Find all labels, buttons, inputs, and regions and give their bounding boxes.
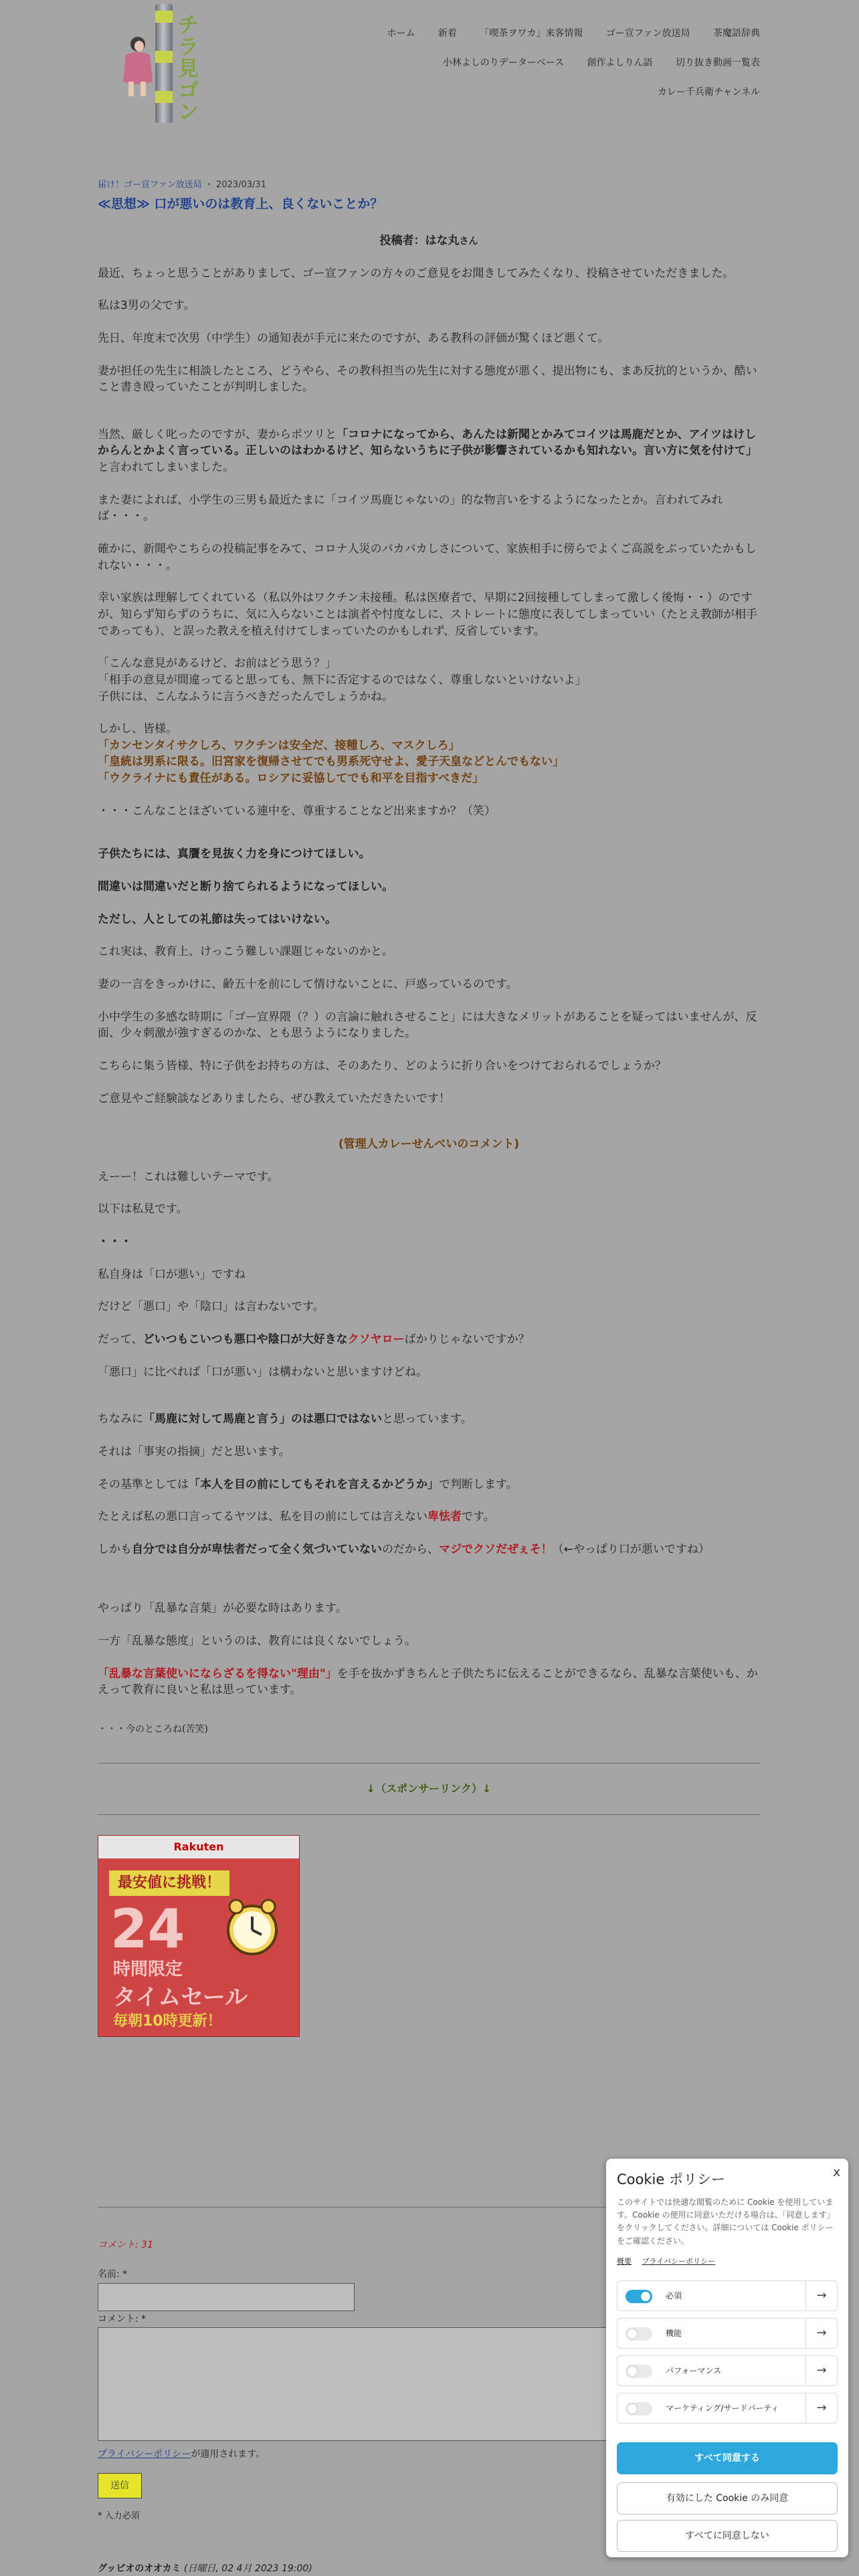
text-span: と言われてしまいました。 xyxy=(98,461,234,475)
wish-line: 間違いは間違いだと断り捨てられるようになってほしい。 xyxy=(98,880,393,894)
accept-selected-button[interactable]: 有効にした Cookie のみ同意 xyxy=(617,2482,838,2514)
arrow-right-icon[interactable]: → xyxy=(805,2281,837,2311)
quoted-claim: 「カンセンタイサクしろ、ワクチンは安全だ、接種しろ、マスクしろ」 xyxy=(98,738,460,752)
admin-paragraph: えーー！これは難しいテーマです。 xyxy=(98,1170,279,1184)
paragraph: ・・・こんなことほざいている連中を、尊重することなど出来ますか？（笑） xyxy=(98,804,496,818)
sponsor-label: ↓（スポンサーリンク）↓ xyxy=(366,1782,492,1796)
text-span: です。 xyxy=(462,1510,495,1524)
admin-paragraph xyxy=(98,1411,760,1428)
text-span: たとえば私の悪口言ってるヤツは、私を目の前にしては言えない xyxy=(98,1510,427,1524)
cookie-category-required[interactable] xyxy=(617,2280,838,2311)
paragraph: 最近、ちょっと思うことがありまして、ゴー宣ファンの方々のご意見をお聞きしてみたくなり、投稿させていただきました。 xyxy=(98,266,735,280)
ad-header xyxy=(98,1836,299,1858)
admin-dots: ・・・ xyxy=(98,1235,132,1249)
paragraph: これ実は、教育上、けっこう難しい課題じゃないのかと。 xyxy=(98,945,393,959)
admin-paragraph: やっぱり「乱暴な言葉」が必要な時はあります。 xyxy=(98,1602,347,1616)
divider xyxy=(98,1814,760,1815)
post-category-link[interactable]: 届け！ゴー宣ファン放送局 xyxy=(98,180,202,190)
toggle-switch[interactable] xyxy=(626,2365,652,2378)
text-span: その基準としては xyxy=(98,1477,189,1491)
paragraph: 妻の一言をきっかけに、齢五十を前にして情けないことに、戸惑っているのです。 xyxy=(98,977,518,991)
category-label: 必須 xyxy=(666,2291,682,2300)
toggle-switch[interactable] xyxy=(626,2402,652,2416)
logo-pole-graphic xyxy=(155,4,173,123)
site-logo[interactable] xyxy=(111,4,211,124)
admin-paragraph: それは「事実の指摘」だと思います。 xyxy=(98,1444,290,1459)
toggle-knob xyxy=(641,2292,650,2301)
nav-row-1 xyxy=(278,27,760,56)
text-span: と思っています。 xyxy=(382,1412,472,1426)
cookie-description: このサイトでは快適な閲覧のために Cookie を使用しています。Cookie の使用に同意いただける場合は、「同意します」をクリックしてください。詳細については Cookie ポリシーをご確認ください。 xyxy=(617,2197,835,2246)
quote-line: 子供には、こんなふうに言うべきだったんでしょうかね。 xyxy=(98,689,393,704)
cookie-privacy-link[interactable]: プライバシーポリシー xyxy=(642,2257,715,2266)
text-span: （←やっぱり口が悪いですね） xyxy=(552,1542,710,1556)
admin-paragraph xyxy=(98,1666,760,1699)
privacy-policy-link[interactable]: プライバシーポリシー xyxy=(98,2448,191,2460)
admin-closing: ・・・今のところね(苦笑) xyxy=(98,1724,208,1735)
policy-text: が適用されます。 xyxy=(191,2448,266,2460)
post-title: ≪思想≫ 口が悪いのは教育上、良くないことか？ xyxy=(98,197,383,211)
ad-hours: 24 xyxy=(110,1897,185,1960)
logo-character-icon xyxy=(118,35,157,99)
author-label: 投稿者：はな丸 xyxy=(379,234,460,247)
meta-separator: ・ xyxy=(204,180,213,190)
author-suffix: さん xyxy=(459,236,478,247)
cookie-links xyxy=(617,2256,723,2267)
admin-comment-heading: (管理人カレーせんべいのコメント) xyxy=(338,1138,520,1152)
category-label: パフォーマンス xyxy=(666,2366,722,2375)
paragraph: 小中学生の多感な時期に「ゴー宣界隈（？）の言論に触れさせること」には大きなメリットがあることを疑ってはいませんが、反面、少々刺激が強すぎるのかな、とも思うようになりました。 xyxy=(98,1010,757,1041)
nav-words[interactable]: 創作よしりん語 xyxy=(587,58,653,68)
toggle-knob xyxy=(628,2404,637,2413)
quote-line: 「こんな意見があるけど、お前はどう思う？」 xyxy=(98,657,337,671)
text-span: 当然、厳しく叱ったのですが、妻からポツリと xyxy=(98,427,337,441)
nav-new[interactable]: 新着 xyxy=(438,28,457,39)
text-span: だって、 xyxy=(98,1332,143,1346)
bold-span: 「コロナになってから、あんたは新聞とかみてコイツは馬鹿だとか、アイツはけしからんとかよく言っている。正しいのはわかるけど、知らないうちに子供が影響されているかも知れない。言い方に気を付けて」 xyxy=(98,427,757,458)
cookie-category-performance[interactable] xyxy=(617,2355,838,2386)
arrow-right-icon[interactable]: → xyxy=(805,2319,837,2348)
logo-text: チラ見ゴン xyxy=(178,13,198,125)
toggle-knob xyxy=(628,2329,637,2339)
quoted-claim: 「皇統は男系に限る。旧宮家を復帰させてでも男系死守せよ、愛子天皇などとんでもない」 xyxy=(98,755,564,769)
admin-paragraph xyxy=(98,1477,760,1493)
red-span: マジでクソだぜぇそ！ xyxy=(439,1542,553,1556)
toggle-switch[interactable] xyxy=(626,2327,652,2341)
cookie-title: Cookie ポリシー xyxy=(617,2171,725,2187)
nav-dictionary[interactable]: 茶魔語辞典 xyxy=(713,28,760,39)
accept-all-button[interactable]: すべて同意する xyxy=(617,2442,838,2474)
submit-button[interactable]: 送信 xyxy=(98,2473,142,2498)
clock-icon xyxy=(219,1893,286,1960)
category-label: 機能 xyxy=(666,2329,682,2338)
cookie-panel xyxy=(606,2159,848,2557)
comment-label: コメント: * xyxy=(98,2313,147,2325)
wish-line: 子供たちには、真贋を見抜く力を身につけてほしい。 xyxy=(98,847,371,861)
close-icon[interactable]: x xyxy=(833,2165,840,2179)
paragraph: 確かに、新聞やこちらの投稿記事をみて、コロナ人災のバカバカしさについて、家族相手に傍らでよくご高説をぶっていたかもしれない・・・。 xyxy=(98,542,757,572)
red-span: 「乱暴な言葉使いにならざるを得ない"理由"」 xyxy=(98,1667,337,1681)
cookie-category-marketing[interactable] xyxy=(617,2393,838,2424)
ad-line-2: 時間限定 xyxy=(113,1959,183,1979)
text-span: しかも xyxy=(98,1542,132,1556)
comment-count: コメント: 31 xyxy=(98,2240,153,2250)
admin-paragraph xyxy=(98,1541,760,1558)
brown-quotes xyxy=(98,721,760,787)
required-note: * 入力必須 xyxy=(98,2511,140,2522)
ad-line-4: 毎朝10時更新！ xyxy=(113,2012,222,2030)
article-body xyxy=(98,233,760,2037)
text-span: を手を抜かずきちんと子供たちに伝えることができるなら、乱暴な言葉使いも、かえって教育に良いと私は思っています。 xyxy=(98,1667,758,1697)
cookie-category-functional[interactable] xyxy=(617,2318,838,2349)
nav-channel[interactable]: カレー千兵衛チャンネル xyxy=(657,87,760,98)
nav-database[interactable]: 小林よしのりデーターベース xyxy=(442,58,565,68)
bold-span: 「馬鹿に対して馬鹿と言う」のは悪口ではない xyxy=(143,1412,382,1426)
admin-paragraph: だけど「悪口」や「陰口」は言わないです。 xyxy=(98,1300,324,1314)
admin-paragraph: 私自身は「口が悪い」ですね xyxy=(98,1267,246,1281)
ad-badge: 最安値に挑戦！ xyxy=(109,1870,229,1896)
admin-paragraph: 「悪口」に比べれば「口が悪い」は構わないと思いますけどね。 xyxy=(98,1365,427,1379)
admin-paragraph: 以下は私見です。 xyxy=(98,1202,188,1216)
paragraph: また妻によれば、小学生の三男も最近たまに「コイツ馬鹿じゃないの」的な物言いをするようになったとか。言われてみれば・・・。 xyxy=(98,493,723,524)
post-meta xyxy=(98,179,266,192)
rakuten-ad-banner[interactable] xyxy=(98,1835,300,2037)
red-span: クソヤロー xyxy=(347,1332,405,1346)
nav-clips[interactable]: 切り抜き動画一覧表 xyxy=(676,58,760,68)
cookie-summary-link[interactable]: 概要 xyxy=(617,2257,632,2266)
admin-paragraph: 一方「乱暴な態度」というのは、教育には良くないでしょう。 xyxy=(98,1634,416,1648)
quote-line: 「相手の意見が間違ってると思っても、無下に否定するのではなく、尊重しないといけないよ」 xyxy=(98,673,587,687)
bold-span: 自分では自分が卑怯者だって全く気づいていない xyxy=(132,1542,382,1556)
text-span: ばかりじゃないですか？ xyxy=(404,1332,530,1346)
paragraph: 妻が担任の先生に相談したところ、どうやら、その教科担当の先生に対する態度が悪く、提出物にも、まあ反抗的というか、酷いこと書き殴っていたことが判明しました。 xyxy=(98,364,757,395)
main-nav xyxy=(278,27,760,115)
toggle-knob xyxy=(628,2367,637,2376)
nav-home[interactable]: ホーム xyxy=(387,28,415,39)
arrow-right-icon[interactable]: → xyxy=(805,2393,837,2423)
red-span: 卑怯者 xyxy=(427,1510,462,1524)
paragraph: 先日、年度末で次男（中学生）の通知表が手元に来たのですが、ある教科の評価が驚くほど悪くて。 xyxy=(98,331,609,345)
name-input[interactable] xyxy=(98,2283,355,2311)
paragraph: 私は3男の父です。 xyxy=(98,299,195,313)
admin-paragraph xyxy=(98,1509,760,1525)
nav-row-2 xyxy=(278,56,760,86)
text-span: で判断します。 xyxy=(439,1477,518,1491)
comment-author: グッピオのオオカミ xyxy=(98,2563,181,2575)
comment-time: (日曜日, 02 4月 2023 19:00) xyxy=(183,2563,312,2575)
text-span: しかし、皆様。 xyxy=(98,722,177,736)
category-label: マーケティング/サードパーティ xyxy=(666,2403,779,2413)
paragraph: こちらに集う皆様、特に子供をお持ちの方は、そのあたり、どのように折り合いをつけておられるでしょうか？ xyxy=(98,1059,666,1073)
paragraph xyxy=(98,427,760,476)
author-line xyxy=(98,233,760,249)
paragraph: 幸い家族は理解してくれている（私以外はワクチン未接種。私は医療者で、早期に2回接種してしまって激しく後悔・・）のですが、知らず知らずのうちに、気に入らないことは演者や忖度なしに、ストレートに態度に表してしまっていい（たとえ教師が相手であっても）、と誤った教えを植え付けてしまっていたのかもしれず、反省しています。 xyxy=(98,591,757,638)
arrow-right-icon[interactable]: → xyxy=(805,2356,837,2385)
paragraph: ご意見やご経験談などありましたら、ぜひ教えていただきたいです！ xyxy=(98,1091,450,1105)
nav-broadcast[interactable]: ゴー宣ファン放送局 xyxy=(605,28,690,39)
toggle-switch[interactable] xyxy=(626,2290,652,2303)
quote-block xyxy=(98,655,760,705)
nav-row-3 xyxy=(278,86,760,115)
text-span: ちなみに xyxy=(98,1412,143,1426)
post-date: 2023/03/31 xyxy=(216,180,266,190)
admin-paragraph xyxy=(98,1331,760,1348)
bold-span: どいつもこいつも悪口や陰口が大好きな xyxy=(142,1332,348,1346)
ad-brand: Rakuten xyxy=(173,1840,224,1853)
quoted-claim: 「ウクライナにも責任がある。ロシアに妥協してでも和平を目指すべきだ」 xyxy=(98,772,484,786)
comment-header xyxy=(98,2562,760,2575)
bold-span: 「本人を目の前にしてもそれを言えるかどうか」 xyxy=(189,1477,439,1491)
reject-all-button[interactable]: すべてに同意しない xyxy=(617,2520,838,2552)
nav-kissa[interactable]: 「喫茶ヲワカ」来客情報 xyxy=(480,28,583,39)
wish-line: ただし、人としての礼節は失ってはいけない。 xyxy=(98,912,337,926)
text-span: のだから、 xyxy=(382,1542,439,1556)
name-label: 名前: * xyxy=(98,2269,128,2280)
ad-line-3: タイムセール xyxy=(113,1983,248,2011)
